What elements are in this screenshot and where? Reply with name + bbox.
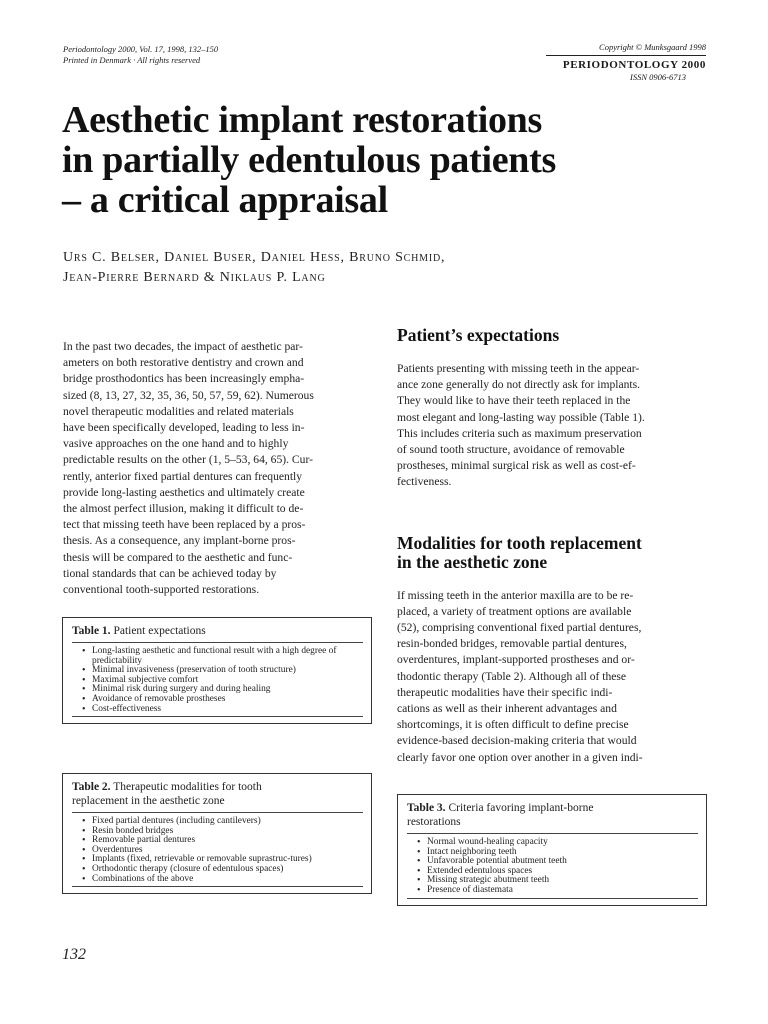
citation-line: Periodontology 2000, Vol. 17, 1998, 132–150 [63, 44, 219, 54]
page-number: 132 [62, 946, 86, 963]
title-line: in partially edentulous patients [62, 139, 556, 181]
table-list [407, 838, 698, 899]
table-list [72, 817, 363, 887]
text-line: In the past two decades, the impact of aesthetic par- [63, 340, 303, 353]
author-list [63, 248, 713, 288]
article-title [62, 100, 712, 220]
right-column [397, 326, 707, 766]
text-line: resin-bonded bridges, removable partial dentures, [397, 637, 627, 651]
text-line: thesis will be compared to the aesthetic and func- [63, 550, 293, 564]
text-line: shortcomings, it is often difficult to define precise [397, 718, 629, 732]
heading-line: Modalities for tooth replacement [397, 532, 642, 553]
list-item: • Extended edentulous spaces [417, 867, 698, 877]
list-item: • Cost-effectiveness [82, 705, 363, 715]
list-item: • Minimal risk during surgery and during healing [82, 685, 363, 695]
table-caption [72, 624, 363, 643]
author-line: Urs C. Belser, Daniel Buser, Daniel Hess, Bruno Schmid, [63, 250, 446, 265]
text-line: thesis. As a consequence, any implant-borne pros- [63, 534, 296, 548]
left-column [63, 339, 373, 598]
text-line: clearly favor one option over another in a given indi- [397, 750, 643, 764]
text-line: have been specifically developed, leading to less in- [63, 421, 305, 435]
title-line: Aesthetic implant restorations [62, 99, 543, 141]
text-line: fectiveness. [397, 475, 452, 489]
text-line: most elegant and long-lasting way possible (Table 1). [397, 410, 645, 424]
issn-number: ISSN 0906-6713 [630, 72, 686, 82]
modalities-paragraph [397, 588, 707, 766]
text-line: If missing teeth in the anterior maxilla are to be re- [397, 588, 634, 602]
text-line: cations as well as their inherent advantages and [397, 702, 617, 716]
text-line: novel therapeutic modalities and related materials [63, 404, 294, 418]
journal-name: PERIODONTOLOGY 2000 [546, 55, 706, 72]
list-item: • Removable partial dentures [82, 836, 363, 846]
list-item: • Avoidance of removable prostheses [82, 695, 363, 705]
list-item: • Intact neighboring teeth [417, 848, 698, 858]
text-line: tect that missing teeth have been replaced by a pros- [63, 518, 306, 532]
text-line: provide long-lasting aesthetics and ultimately create [63, 485, 305, 499]
table-label: Table 2. [72, 781, 111, 793]
table-title: replacement in the aesthetic zone [72, 795, 225, 807]
running-header-left [63, 44, 218, 66]
printing-notice: Printed in Denmark · All rights reserved [63, 55, 201, 65]
expectations-paragraph [397, 361, 707, 491]
text-line: rently, anterior fixed partial dentures can frequently [63, 469, 303, 483]
table-title: restorations [407, 816, 461, 828]
list-item: • Implants (fixed, retrievable or removable suprastruc-tures) [82, 855, 363, 865]
text-line: thodontic therapy (Table 2). Although all of these [397, 669, 627, 683]
list-item: • Resin bonded bridges [82, 827, 363, 837]
list-item: • Minimal invasiveness (preservation of tooth structure) [82, 666, 363, 676]
table-therapeutic-modalities [62, 773, 372, 894]
text-line: of sound tooth structure, avoidance of removable [397, 443, 625, 457]
table-patient-expectations [62, 617, 372, 724]
text-line: conventional tooth-supported restorations. [63, 583, 260, 597]
table-title: Therapeutic modalities for tooth [113, 781, 262, 793]
table-title: Criteria favoring implant-borne [448, 802, 594, 814]
author-line: Jean-Pierre Bernard & Niklaus P. Lang [63, 270, 326, 285]
table-implant-criteria [397, 794, 707, 906]
list-item: • Presence of diastemata [417, 886, 698, 896]
text-line: the almost perfect illusion, making it difficult to de- [63, 502, 304, 516]
table-title: Patient expectations [113, 625, 206, 637]
text-line: This includes criteria such as maximum preservation [397, 426, 642, 440]
list-item: • Combinations of the above [82, 875, 363, 885]
list-item: • Maximal subjective comfort [82, 676, 363, 686]
section-heading [397, 534, 707, 572]
copyright-notice: Copyright © Munksgaard 1998 [599, 42, 706, 52]
text-line: Patients presenting with missing teeth in the appear- [397, 362, 640, 375]
text-line: They would like to have their teeth replaced in the [397, 394, 631, 408]
text-line: prostheses, minimal surgical risk as well as cost-ef- [397, 459, 636, 473]
list-item: • Long-lasting aesthetic and functional result with a high degree of predictability [82, 647, 363, 666]
text-line: predictable results on the other (1, 5–53, 64, 65). Cur- [63, 453, 313, 467]
running-header-right [546, 42, 706, 83]
intro-paragraph [63, 339, 373, 598]
text-line: bridge prosthodontics has been increasingly empha- [63, 372, 305, 386]
list-item: • Orthodontic therapy (closure of edentulous spaces) [82, 865, 363, 875]
text-line: evidence-based decision-making criteria that would [397, 734, 637, 748]
list-item: • Missing strategic abutment teeth [417, 876, 698, 886]
text-line: vasive approaches on the one hand and to highly [63, 437, 289, 451]
table-label: Table 3. [407, 802, 446, 814]
text-line: therapeutic modalities have their specific indi- [397, 685, 613, 699]
list-item: • Unfavorable potential abutment teeth [417, 857, 698, 867]
text-line: overdentures, implant-supported prostheses and or- [397, 653, 635, 667]
list-item: • Overdentures [82, 846, 363, 856]
text-line: (52), comprising conventional fixed partial dentures, [397, 621, 642, 635]
list-item: • Fixed partial dentures (including cantilevers) [82, 817, 363, 827]
text-line: placed, a variety of treatment options are available [397, 604, 632, 618]
table-caption [72, 780, 363, 813]
title-line: – a critical appraisal [62, 179, 388, 221]
text-line: ance zone generally do not directly ask for implants. [397, 378, 641, 392]
text-line: ameters on both restorative dentistry and crown and [63, 356, 304, 370]
text-line: sized (8, 13, 27, 32, 35, 36, 50, 57, 59, 62). Numerous [63, 388, 314, 402]
table-caption [407, 801, 698, 834]
table-list [72, 647, 363, 717]
section-heading: Patient’s expectations [397, 325, 560, 345]
table-label: Table 1. [72, 625, 111, 637]
text-line: tional standards that can be achieved today by [63, 566, 277, 580]
heading-line: in the aesthetic zone [397, 551, 548, 572]
list-item: • Normal wound-healing capacity [417, 838, 698, 848]
